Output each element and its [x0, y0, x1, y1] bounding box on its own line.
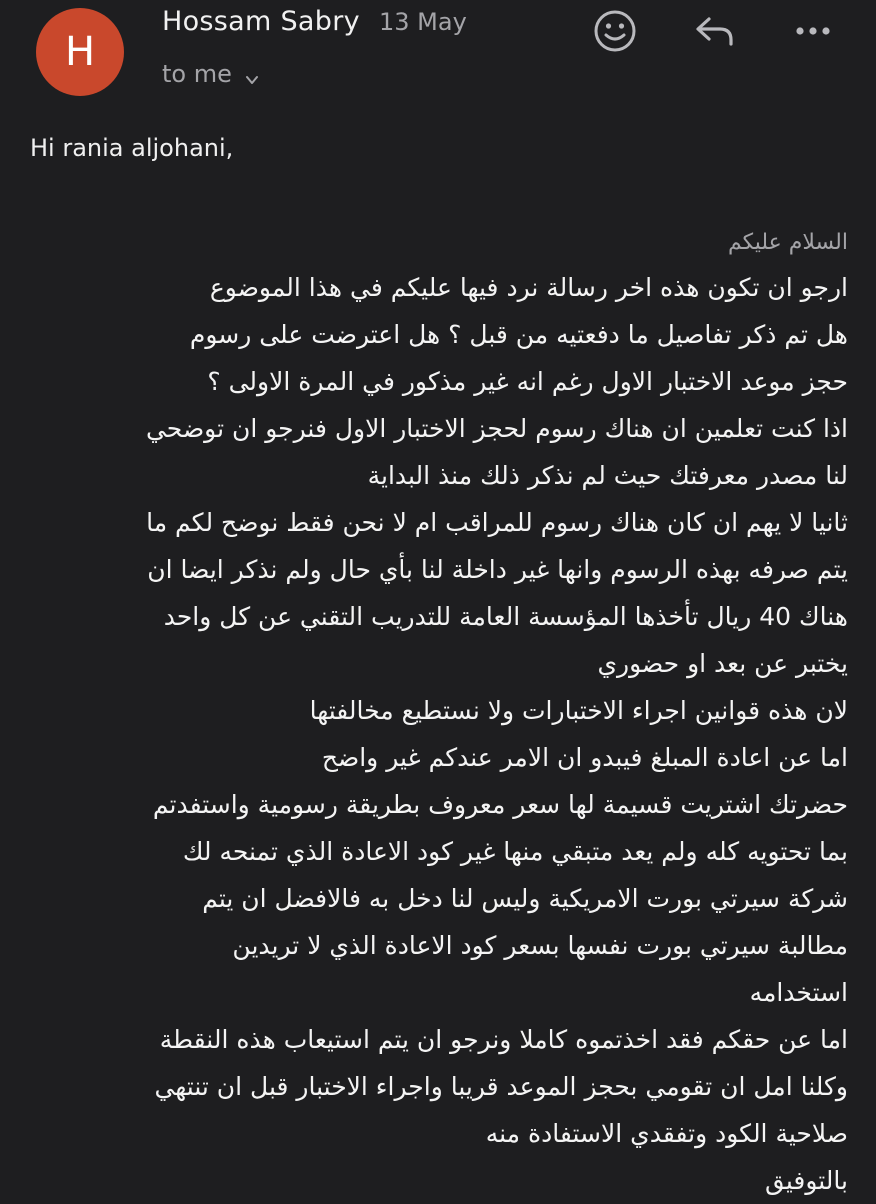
more-icon: [790, 8, 836, 58]
body-line: بما تحتويه كله ولم يعد متبقي منها غير كود الاعادة الذي تمنحه لك: [182, 837, 848, 866]
smiley-icon: [592, 8, 638, 58]
more-options-button[interactable]: [790, 10, 836, 56]
body-line: وكلنا امل ان تقومي بحجز الموعد قريبا واجراء الاختبار قبل ان تنتهي: [154, 1072, 848, 1101]
message-body: [24, 264, 848, 1204]
body-line: صلاحية الكود وتفقدي الاستفادة منه: [485, 1119, 848, 1148]
avatar-letter: H: [64, 29, 96, 75]
body-line: هناك 40 ريال تأخذها المؤسسة العامة للتدريب التقني عن كل واحد: [163, 602, 848, 631]
chevron-down-icon: [244, 66, 260, 82]
body-line: حجز موعد الاختبار الاول رغم انه غير مذكور في المرة الاولى ؟: [207, 367, 848, 396]
recipient-label: to me: [162, 60, 232, 88]
add-reaction-button[interactable]: [592, 10, 638, 56]
body-line: بالتوفيق: [765, 1166, 848, 1195]
body-line: لان هذه قوانين اجراء الاختبارات ولا نستطيع مخالفتها: [309, 696, 848, 725]
reply-icon: [692, 8, 738, 58]
body-line: استخدامه: [749, 978, 848, 1007]
body-line: ارجو ان تكون هذه اخر رسالة نرد فيها عليكم في هذا الموضوع: [209, 273, 848, 302]
body-line: مطالبة سيرتي بورت نفسها بسعر كود الاعادة الذي لا تريدين: [232, 931, 848, 960]
body-line: حضرتك اشتريت قسيمة لها سعر معروف بطريقة رسومية واستفدتم: [152, 790, 848, 819]
salutation: السلام عليكم: [727, 230, 848, 255]
message-date: 13 May: [378, 8, 467, 36]
body-line: اما عن اعادة المبلغ فيبدو ان الامر عندكم غير واضح: [321, 743, 848, 772]
sender-line: [162, 6, 467, 37]
body-line: اذا كنت تعلمين ان هناك رسوم لحجز الاختبار الاول فنرجو ان توضحي: [145, 414, 848, 443]
sender-name[interactable]: Hossam Sabry: [162, 6, 360, 37]
body-line: يختبر عن بعد او حضوري: [597, 649, 848, 678]
body-line: شركة سيرتي بورت الامريكية وليس لنا دخل به فالافضل ان يتم: [202, 884, 848, 913]
reply-button[interactable]: [692, 10, 738, 56]
avatar[interactable]: [36, 8, 124, 96]
recipient-details-toggle[interactable]: [162, 60, 260, 88]
body-line: اما عن حقكم فقد اخذتموه كاملا ونرجو ان يتم استيعاب هذه النقطة: [159, 1025, 848, 1054]
greeting: Hi rania aljohani,: [30, 134, 234, 162]
body-line: هل تم ذكر تفاصيل ما دفعتيه من قبل ؟ هل اعترضت على رسوم: [189, 320, 848, 349]
body-line: ثانيا لا يهم ان كان هناك رسوم للمراقب ام لا نحن فقط نوضح لكم ما: [146, 508, 848, 537]
message-header: [0, 0, 876, 110]
body-line: لنا مصدر معرفتك حيث لم نذكر ذلك منذ البداية: [367, 461, 848, 490]
body-line: يتم صرفه بهذه الرسوم وانها غير داخلة لنا بأي حال ولم نذكر ايضا ان: [147, 555, 848, 584]
